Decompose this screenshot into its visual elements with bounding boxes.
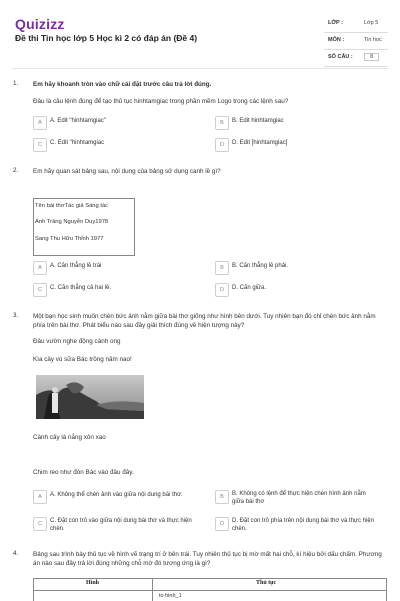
poem-photo <box>36 375 144 419</box>
option-a[interactable] <box>33 116 203 130</box>
question-text: Một bạn học sinh muốn chèn bức ảnh nằm giữa bài thơ giống như hình bên dưới. Tuy nhiên bạn đó chỉ chèn bức ảnh nằm phía trên bài thơ. Phát biểu nào sau đây giải thích đúng về hiện tượng này? <box>33 313 376 329</box>
option-b[interactable] <box>215 261 385 275</box>
option-text: C. Căn thẳng cả hai lề. <box>50 285 112 291</box>
table-divider <box>34 590 386 591</box>
option-c[interactable] <box>33 138 203 152</box>
option-d[interactable] <box>215 283 385 297</box>
column-header-hinh: Hình <box>86 580 100 586</box>
poem-line: Đâu vườn nghe động cành ong <box>33 338 121 345</box>
meta-key: MÔN : <box>328 37 345 43</box>
option-text: C. Edit "hinhtamgiac <box>50 140 105 146</box>
option-text: A. Không thể chèn ảnh vào giữa nội dung bài thơ. <box>50 492 183 498</box>
option-text: A. Căn thẳng lề trái <box>50 263 102 269</box>
option-c[interactable] <box>33 283 203 297</box>
question-text: Đâu là câu lệnh đúng để tạo thủ tục hinhtamgiac trong phần mềm Logo trong các lệnh sau? <box>33 98 289 105</box>
option-b[interactable] <box>215 490 385 504</box>
table-cell: to hinh_1 <box>159 593 182 599</box>
option-letter: D <box>215 517 229 531</box>
option-letter: C <box>33 138 47 152</box>
option-text: C. Đặt con trỏ vào giữa nội dung bài thơ và thực hiện chèn. <box>50 518 192 532</box>
procedure-table <box>33 578 387 601</box>
option-text: D. Đặt con trỏ phía trên nội dung bài thơ và thực hiện chèn. <box>232 518 375 532</box>
option-letter: C <box>33 517 47 531</box>
question-prompt: Em hãy khoanh tròn vào chữ cái đặt trước câu trả lời đúng. <box>33 81 212 88</box>
question-text: Bảng sau trình bày thủ tục về hình vẽ trạng trí ở bên trái. Tuy nhiên thủ tục bị mờ mất hai chỗ, kí hiệu bởi dấu chấm. Phương án nào sau đây trả lời đúng những chỗ mờ đó tương ứng là gì? <box>33 551 382 567</box>
option-text: D. Edit [hinhtamgiac] <box>232 140 288 146</box>
question-number: 3. <box>13 312 19 319</box>
quiz-meta-box <box>324 16 388 67</box>
poem-line: Cành cây lá nắng xôn xao <box>33 434 106 441</box>
question-text: Em hãy quan sát bảng sau, nội dung của bảng sử dụng canh lề gì? <box>33 168 221 175</box>
option-letter: A <box>33 261 47 275</box>
question-number: 1. <box>13 80 19 87</box>
option-letter: D <box>215 138 229 152</box>
option-letter: A <box>33 116 47 130</box>
option-letter: D <box>215 283 229 297</box>
option-a[interactable] <box>33 490 203 504</box>
meta-row-class <box>324 16 388 33</box>
option-letter: A <box>33 490 47 504</box>
poem-line: Chim reo như đón Bác vào đâu đây. <box>33 469 134 476</box>
page-title: Đề thi Tin học lớp 5 Học kì 2 có đáp án (Đề 4) <box>15 33 198 43</box>
option-d[interactable] <box>215 138 385 152</box>
option-text: B. Căn thẳng lề phải. <box>232 263 289 269</box>
option-a[interactable] <box>33 261 203 275</box>
meta-value: 8 <box>364 53 379 61</box>
option-text: B. Edit hinhtamgiac <box>232 118 284 124</box>
option-letter: B <box>215 490 229 504</box>
table-row: Sang Thu Hữu Thỉnh 1977 <box>35 236 104 242</box>
option-text: A. Edit "hinhtamgiac" <box>50 118 106 124</box>
meta-row-question-count <box>324 50 388 67</box>
option-letter: B <box>215 116 229 130</box>
sample-table-image <box>33 198 135 256</box>
option-text: D. Căn giữa. <box>232 285 267 291</box>
option-letter: B <box>215 261 229 275</box>
meta-value: Lớp 5 <box>364 20 379 26</box>
option-text: B. Không có lệnh để thực hiện chèn hình ảnh nằm giữa bài thơ <box>232 491 366 505</box>
meta-value: Tin học <box>364 37 382 43</box>
column-header-thu-tuc: Thủ tục <box>256 580 277 586</box>
quizizz-logo[interactable]: Quizizz <box>15 16 65 32</box>
table-row: Ánh Trăng Nguyễn Duy1978 <box>35 219 109 225</box>
poem-line: Kìa cây vú sữa Bác trồng năm nao! <box>33 356 132 363</box>
meta-row-subject <box>324 33 388 50</box>
meta-key: SỐ CÂU : <box>328 54 353 60</box>
table-row: Tên bài thơTác giả Sáng tác <box>35 203 109 209</box>
header-divider <box>12 68 388 69</box>
option-d[interactable] <box>215 517 385 531</box>
option-c[interactable] <box>33 517 203 531</box>
option-letter: C <box>33 283 47 297</box>
question-number: 2. <box>13 167 19 174</box>
option-b[interactable] <box>215 116 385 130</box>
meta-key: LỚP : <box>328 20 343 26</box>
question-number: 4. <box>13 550 19 557</box>
